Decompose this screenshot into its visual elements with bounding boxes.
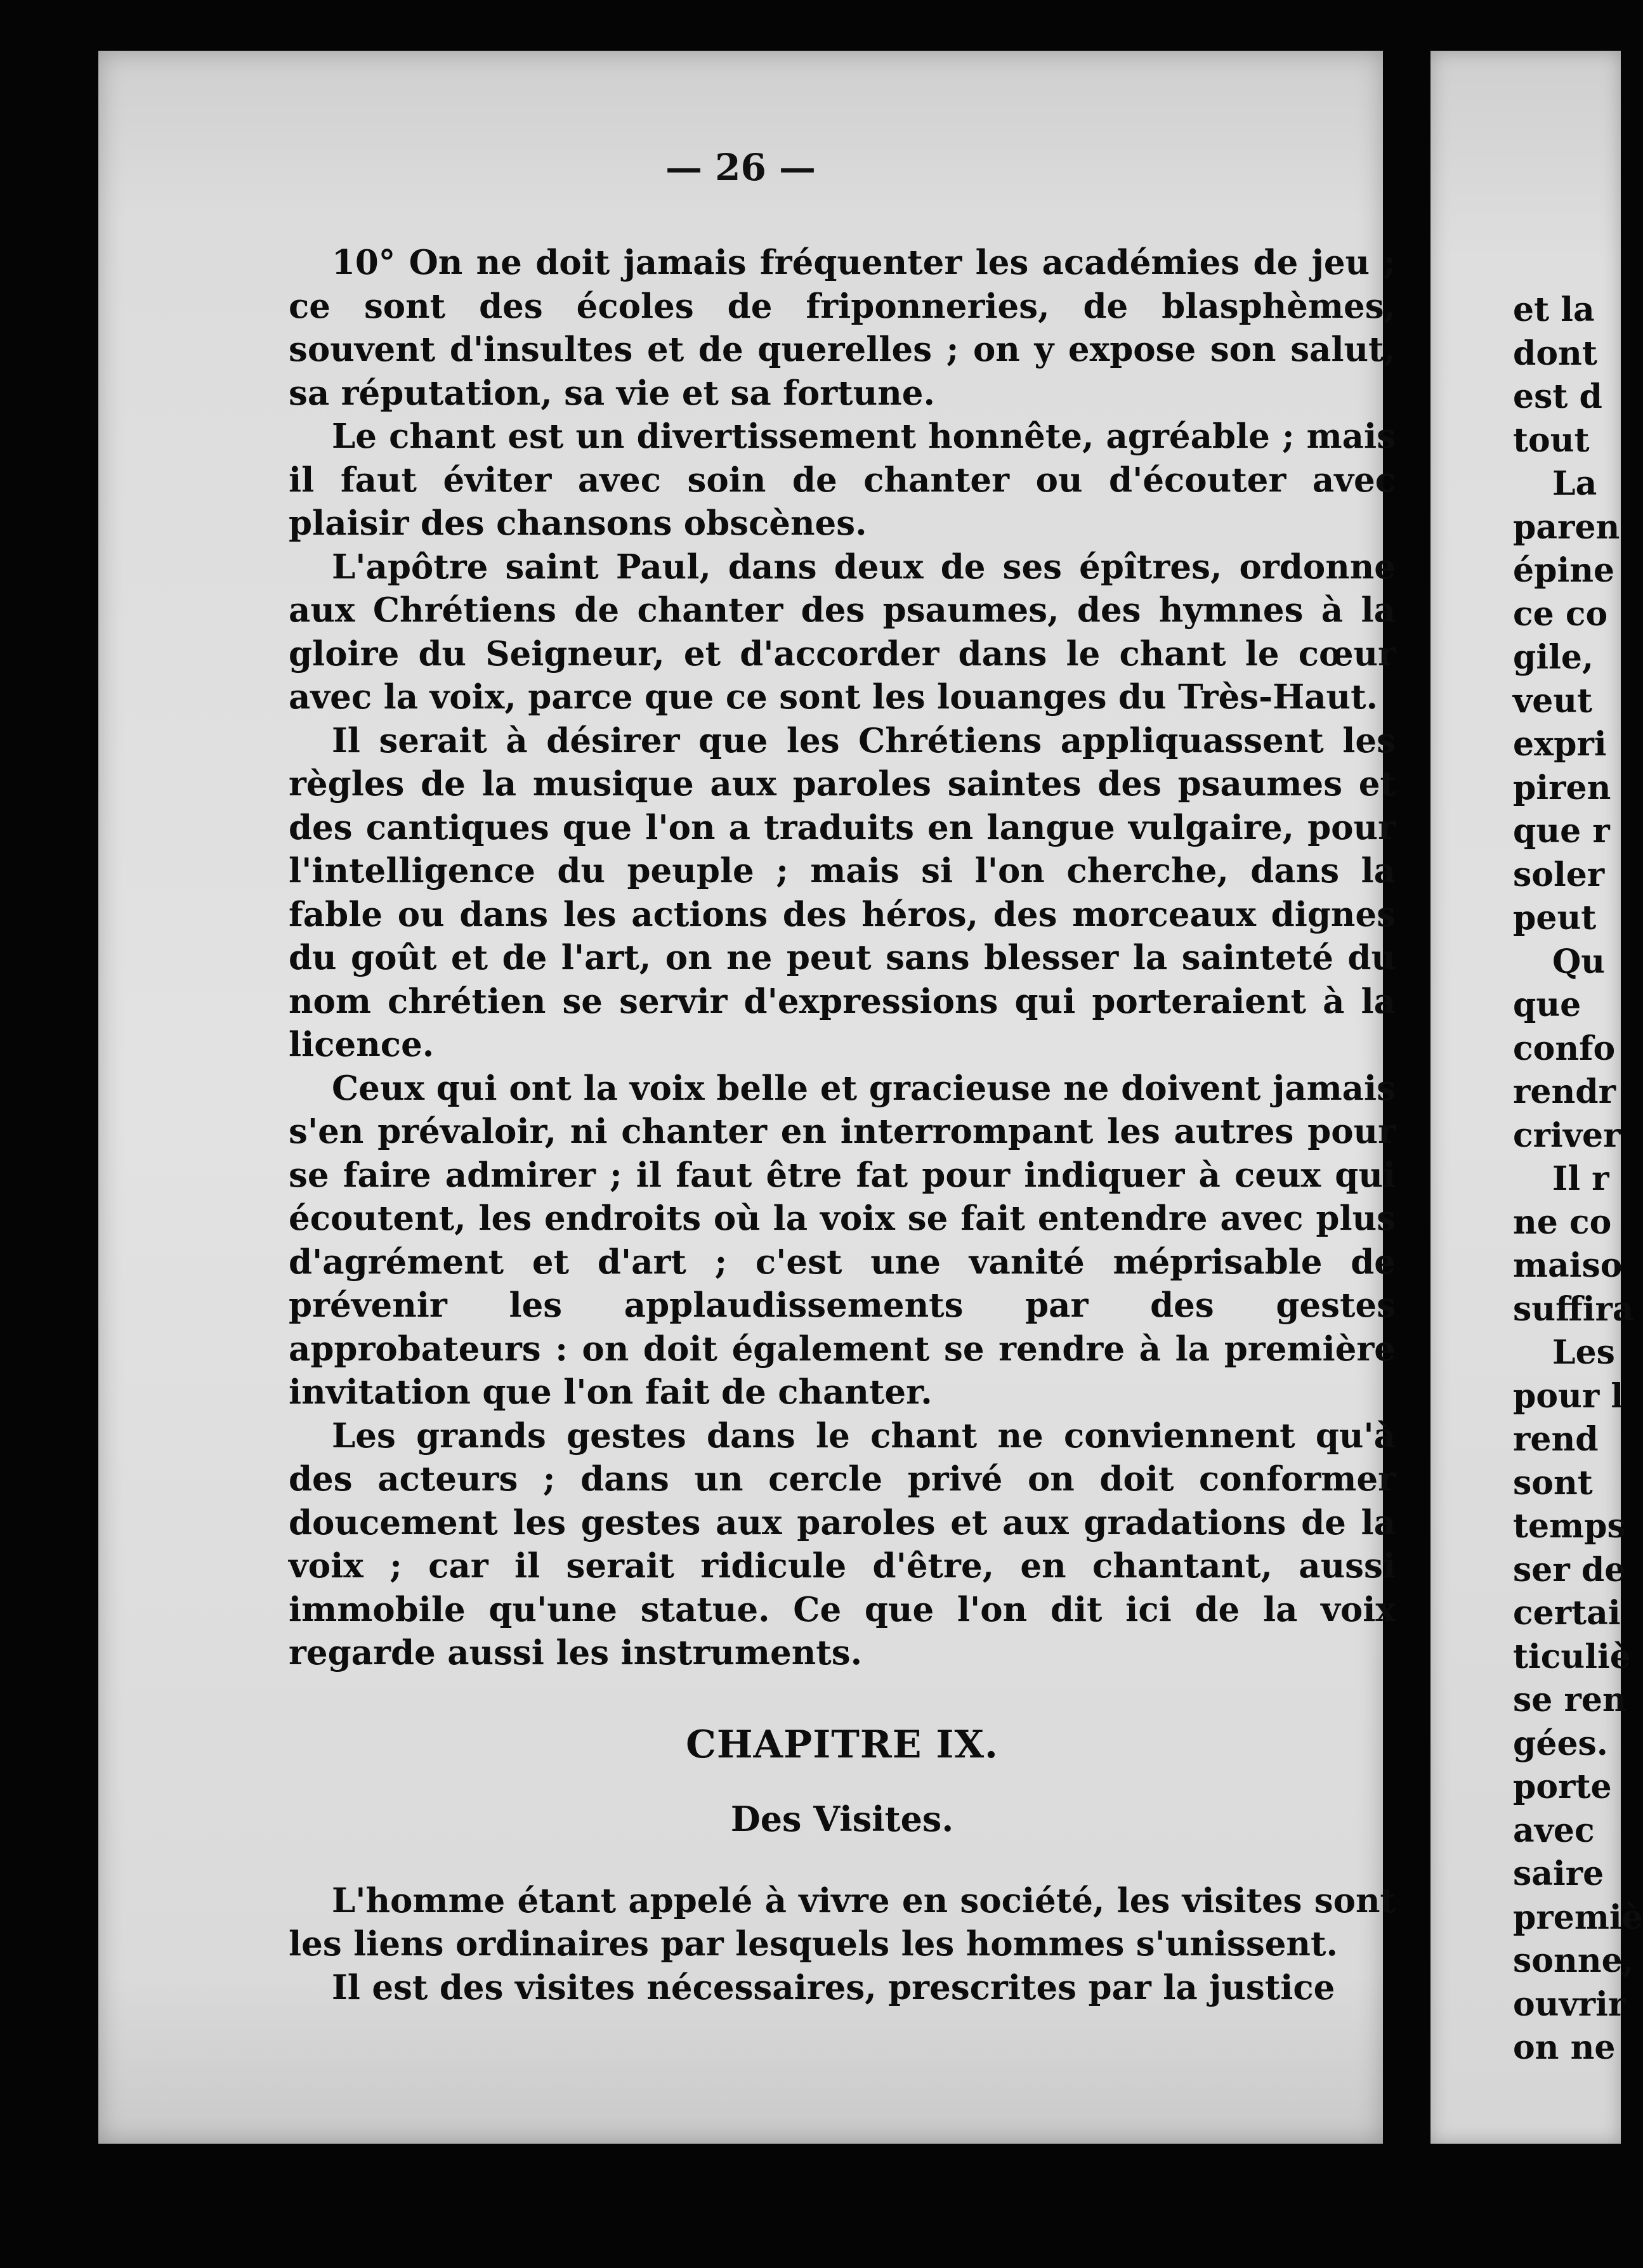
facing-line: et la <box>1513 290 1595 329</box>
facing-line: avec <box>1513 1811 1595 1850</box>
facing-line: gile, <box>1513 638 1594 677</box>
facing-line: piren <box>1513 768 1611 807</box>
paragraph: Il serait à désirer que les Chrétiens appliquassent les règles de la musique aux paroles saintes des psaumes et des cantiques que l'on a traduits en langue vulgaire, pour l'intelligence du peuple ; mais si l'on cherche, dans la fable ou dans les actions des héros, des morceaux dignes du goût et de l'art, on ne peut sans blesser la sainteté du nom chrétien se servir d'expressions qui porteraient à la licence. <box>289 720 1396 1064</box>
facing-line: tout <box>1513 420 1590 460</box>
facing-line: que <box>1513 986 1581 1024</box>
facing-line: épine <box>1513 551 1615 590</box>
chapter-title: CHAPITRE IX. <box>686 1722 998 1767</box>
facing-line: veut <box>1513 681 1593 720</box>
paragraph: Ceux qui ont la voix belle et gracieuse ne doivent jamais s'en prévaloir, ni chanter en interrompant les autres pour se faire admirer ; il faut être fat pour indiquer à ceux qui écoutent, les endroits où la voix se fait entendre avec plus d'agrément et d'art ; c'est une vanité méprisable de prévenir les applaudissements par des gestes approbateurs : on doit également se rendre à la première invitation que l'on fait de chanter. <box>289 1068 1396 1412</box>
page-body <box>289 241 1396 2009</box>
chapter-subtitle: Des Visites. <box>730 1798 954 1839</box>
paragraph: Il est des visites nécessaires, prescrites par la justice <box>332 1967 1335 2007</box>
facing-line: paren <box>1513 507 1620 547</box>
facing-line: ouvrir <box>1513 1984 1626 2024</box>
facing-line: gées. <box>1513 1724 1608 1763</box>
facing-line: premiè <box>1513 1898 1643 1937</box>
facing-line: temps <box>1513 1507 1626 1546</box>
facing-page <box>1430 51 1643 2144</box>
facing-line: suffira <box>1513 1289 1634 1329</box>
facing-line: que r <box>1513 812 1610 850</box>
facing-line: est d <box>1513 377 1602 416</box>
facing-line: soler <box>1513 855 1605 894</box>
facing-line: Qu <box>1552 942 1606 981</box>
left-page <box>98 51 1396 2144</box>
facing-line: dont <box>1513 334 1597 373</box>
page-number: — 26 — <box>665 146 816 189</box>
facing-line: saire <box>1513 1854 1604 1893</box>
facing-line: ne co <box>1513 1202 1612 1242</box>
facing-line: on ne <box>1513 2028 1616 2067</box>
facing-line: certai <box>1513 1594 1621 1633</box>
facing-line: rendr <box>1513 1072 1616 1111</box>
paragraph: Le chant est un divertissement honnête, agréable ; mais il faut éviter avec soin de chanter ou d'écouter avec plaisir des chansons obscènes. <box>289 417 1396 543</box>
facing-page-text <box>1513 289 1643 2070</box>
facing-line: ticuliè <box>1513 1637 1631 1676</box>
facing-line: sont <box>1513 1463 1593 1502</box>
facing-line: sonne, <box>1513 1941 1634 1980</box>
facing-line: peut <box>1513 899 1597 937</box>
facing-line: expri <box>1513 725 1607 764</box>
paragraph: L'homme étant appelé à vivre en société, les visites sont les liens ordinaires par lesquels les hommes s'unissent. <box>289 1880 1396 1964</box>
facing-line: Il r <box>1552 1159 1609 1198</box>
facing-line: confo <box>1513 1029 1616 1068</box>
facing-line: ce co <box>1513 594 1608 634</box>
facing-line: La <box>1552 464 1597 503</box>
facing-line: maiso <box>1513 1246 1623 1285</box>
facing-line: se ren <box>1513 1681 1627 1719</box>
facing-line: rend <box>1513 1420 1599 1459</box>
paragraph: 10° On ne doit jamais fréquenter les académies de jeu ; ce sont des écoles de friponneries, de blasphèmes, souvent d'insultes et de querelles ; on y expose son salut, sa réputation, sa vie et sa fortune. <box>289 243 1396 413</box>
paragraph: L'apôtre saint Paul, dans deux de ses épîtres, ordonne aux Chrétiens de chanter des psaumes, des hymnes à la gloire du Seigneur, et d'accorder dans le chant le cœur avec la voix, parce que ce sont les louanges du Très-Haut. <box>289 547 1396 717</box>
facing-line: Les <box>1552 1333 1615 1372</box>
facing-line: ser de <box>1513 1550 1626 1589</box>
facing-line: pour l <box>1513 1376 1624 1416</box>
facing-line: porte <box>1513 1768 1612 1806</box>
facing-line: criver <box>1513 1116 1621 1155</box>
paragraph: Les grands gestes dans le chant ne conviennent qu'à des acteurs ; dans un cercle privé on doit conformer doucement les gestes aux paroles et aux gradations de la voix ; car il serait ridicule d'être, en chantant, aussi immobile qu'une statue. Ce que l'on dit ici de la voix regarde aussi les instruments. <box>289 1416 1396 1672</box>
